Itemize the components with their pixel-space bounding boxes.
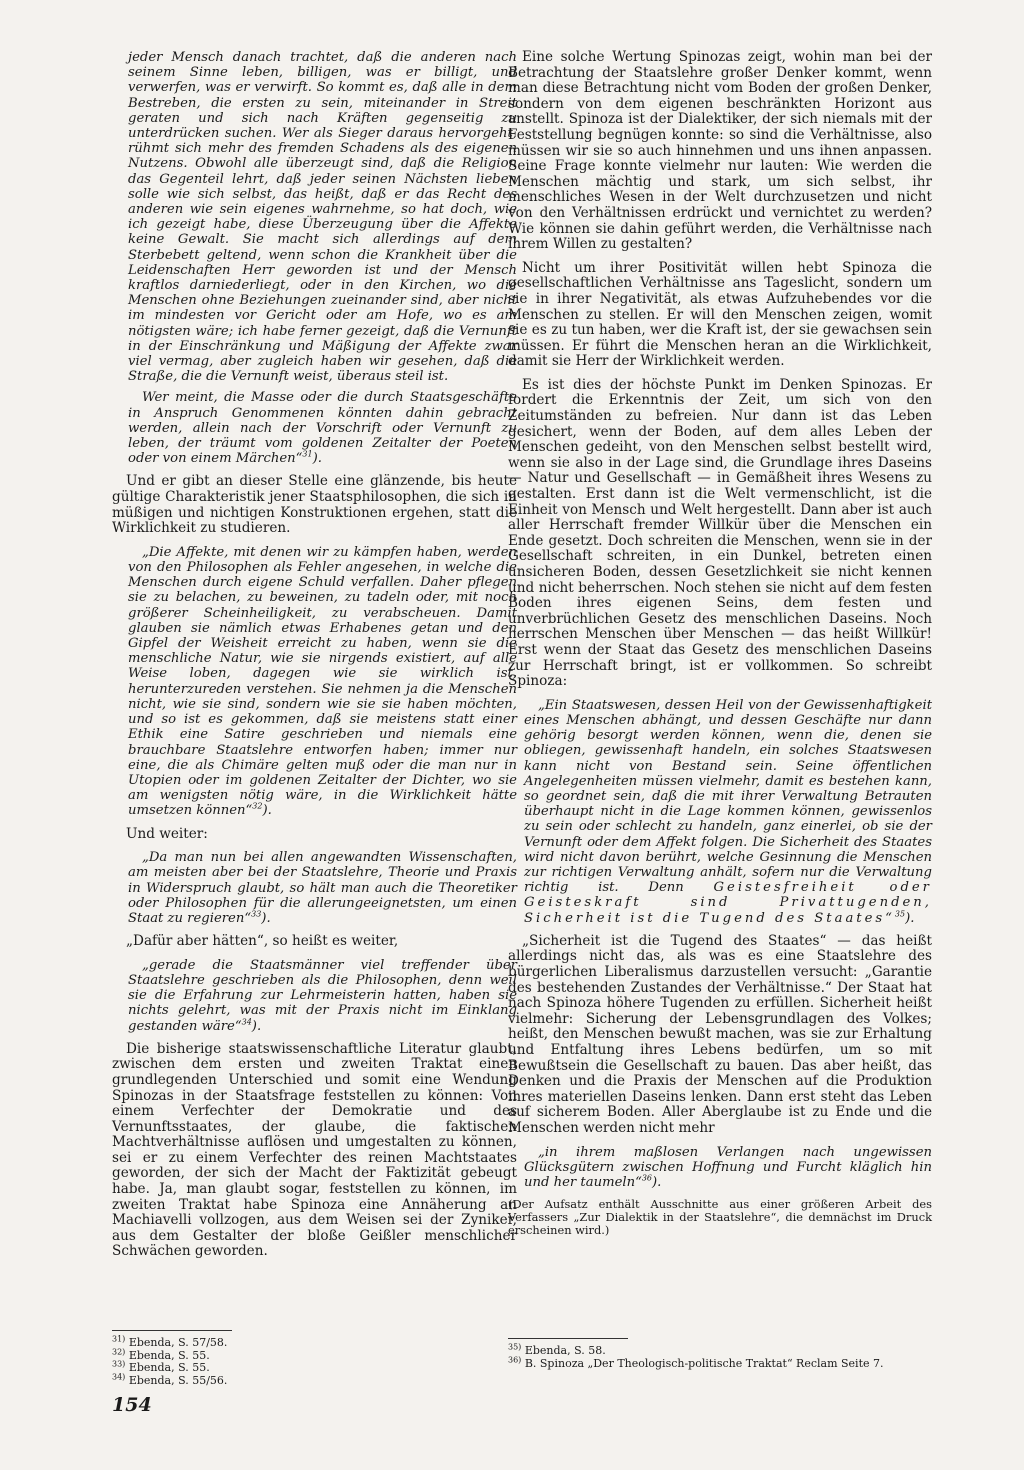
footnote-ref: 36 [641, 1173, 653, 1183]
footnote-ref: 33 [251, 909, 262, 919]
body-paragraph: Und er gibt an dieser Stelle eine glänzende, bis heute gültige Charakteristik jener Staatsphilosophen, die sich in müßigen und nichtigen Konstruktionen ergehen, statt die Wirklichkeit zu studieren. [112, 473, 517, 537]
footnote-divider [112, 1330, 232, 1331]
quote-paragraph: „gerade die Staatsmänner viel treffender über Staatslehre geschrieben als die Philosophen, denn weil sie die Erfahrung zur Lehrmeisterin hatten, haben sie nichts gelehrt, was mit der Praxis nicht im Einklang gestanden wäre“$^{34}$). [128, 957, 517, 1034]
quote-block [508, 698, 932, 926]
footnote: $^{33)}$ Ebenda, S. 55. [112, 1359, 210, 1375]
quote-block [508, 1145, 932, 1191]
footnote-ref: 34 [241, 1017, 252, 1027]
spaced-emphasis: Geistesfreiheit oder Geisteskraft sind Privattugenden, Sicherheit ist die Tugend des Staates“ [524, 880, 932, 926]
footnotes-right [508, 1342, 932, 1370]
editorial-note: (Der Aufsatz enthält Ausschnitte aus einer größeren Arbeit des Verfassers „Zur Dialektik in der Staatslehre“, die demnächst im Druck erscheinen wird.) [508, 1197, 932, 1238]
quote-block [112, 850, 517, 926]
footnote-ref: 31 [302, 449, 313, 459]
quote-paragraph: „Da man nun bei allen angewandten Wissenschaften, am meisten aber bei der Staatslehre, Theorie und Praxis in Widerspruch glaubt, so hält man auch die Theoretiker oder Philosophen für die allerungeeignetsten, um einen Staat zu regieren“$^{33}$). [128, 850, 517, 926]
body-paragraph: Und weiter: [126, 825, 208, 842]
body-paragraph: Eine solche Wertung Spinozas zeigt, wohin man bei der Betrachtung der Staatslehre großer Denker kommt, wenn man diese Betrachtung nicht vom Boden der großen Denker, sondern von dem eigenen beschränkten Horizont aus anstellt. Spinoza ist der Dialektiker, der sich niemals mit der Feststellung begnügen konnte: so sind die Verhältnisse, also müssen wir sie so auch hinnehmen und uns ihnen anpassen. Seine Frage konnte vielmehr nur lauten: Wie werden die Menschen mächtig und stark, um sich selbst, ihr menschliches Wesen in der Welt durchzusetzen und nicht von den Verhältnissen erdrückt und vernichtet zu werden? Wie können sie dahin geführt werden, die Verhältnisse nach ihrem Willen zu gestalten? [508, 49, 932, 253]
body-paragraph: Die bisherige staatswissenschaftliche Literatur glaubt, zwischen dem ersten und zweiten Traktat einen grundlegenden Unterschied und somit eine Wendung Spinozas in der Staatsfrage feststellen zu können: Von einem Verfechter der Demokratie und des Vernunftsstaates, der glaube, die faktischen Machtverhältnisse auflösen und umgestalten zu können, sei er zu einem Verfechter des reinen Machtstaates geworden, der sich der Macht der Faktizität gebeugt habe. Ja, man glaubt sogar, feststellen zu können, im zweiten Traktat habe Spinoza eine Annäherung an Machiavelli vollzogen, aus dem Weisen sei der Zyniker, aus dem Gestalter der bloße Geißler menschlicher Schwächen geworden. [112, 1040, 517, 1260]
body-paragraph: Nicht um ihrer Positivität willen hebt Spinoza die gesellschaftlichen Verhältnisse ans Tageslicht, sondern um sie in ihrer Negativität, als etwas Aufzuhebendes vor die Menschen zu stellen. Er will den Menschen zeigen, womit sie es zu tun haben, wer die Kraft ist, der sie gewachsen sein müssen. Er führt die Menschen heran an die Wirklichkeit, damit sie Herr der Wirklichkeit werden. [508, 259, 932, 370]
body-paragraph: Es ist dies der höchste Punkt im Denken Spinozas. Er fordert die Erkenntnis der Zeit, um sich von den Zeitumständen zu befreien. Nur dann ist das Leben gesichert, wenn der Boden, auf dem alles Leben der Menschen gedeiht, von den Menschen selbst bestellt wird, wenn sie also in der Lage sind, die Grundlage ihres Daseins — Natur und Gesellschaft — in Gemäßheit ihres Wesens zu gestalten. Erst dann ist die Welt vermenschlicht, ist die Einheit von Mensch und Welt hergestellt. Dann aber ist auch aller Herrschaft fremder Willkür über die Menschen ein Ende gesetzt. Doch schreiten die Menschen, wenn sie in der Gesellschaft schreiten, in ein Dunkel, betreten einen unsicheren Boden, dessen Gesetzlichkeit sie nicht kennen und nicht beherrschen. Noch stehen sie nicht auf dem festen Boden ihres eigenen Seins, dem festen und unverbrüchlichen Gesetz des menschlichen Daseins. Noch herrschen Menschen über Menschen — das heißt Willkür! Erst wenn der Staat das Gesetz des menschlichen Daseins zur Herrschaft bringt, ist er vollkommen. So schreibt Spinoza: [508, 376, 932, 690]
footnote: $^{35)}$ Ebenda, S. 58. [508, 1342, 606, 1357]
body-paragraph: „Dafür aber hätten“, so heißt es weiter, [126, 933, 399, 950]
footnote: $^{31)}$ Ebenda, S. 57/58. [112, 1334, 228, 1349]
quote-block [112, 50, 517, 466]
quote-paragraph: „in ihrem maßlosen Verlangen nach ungewissen Glücksgütern zwischen Hoffnung und Furcht kläglich hin und her taumeln“$^{36}$). [524, 1144, 932, 1190]
quote-paragraph: „Die Affekte, mit denen wir zu kämpfen haben, werden von den Philosophen als Fehler angesehen, in welche die Menschen durch eigene Schuld verfallen. Daher pflegen sie zu belachen, zu beweinen, zu tadeln oder, mit noch größerer Scheinheiligkeit, zu verabscheuen. Damit glauben sie nämlich etwas Erhabenes getan und den Gipfel der Weisheit erreicht zu haben, wenn sie die menschliche Natur, wie sie nirgends existiert, auf alle Weise loben, dagegen wie sie wirklich ist, herunterzureden verstehen. Sie nehmen ja die Menschen nicht, wie sie sind, sondern wie sie sie haben möchten, und so ist es gekommen, daß sie meistens statt einer Ethik eine Satire geschrieben und niemals eine brauchbare Staatslehre entworfen haben; immer nur eine, die als Chimäre gelten muß oder die man nur in Utopien oder im goldenen Zeitalter der Dichter, wo sie am wenigsten nötig wäre, in die Wirklichkeit hätte umsetzen können“$^{32}$). [128, 544, 517, 819]
quote-paragraph: jeder Mensch danach trachtet, daß die anderen nach seinem Sinne leben, billigen, was er billigt, und verwerfen, was er verwirft. So kommt es, daß alle in dem Bestreben, die ersten zu sein, miteinander in Streit geraten und sich nach Kräften gegenseitig zu unterdrücken suchen. Wer als Sieger daraus hervorgeht, rühmt sich mehr des fremden Schadens als des eigenen Nutzens. Obwohl alle überzeugt sind, daß die Religion das Gegenteil lehrt, daß jeder seinen Nächsten lieben solle wie sich selbst, das heißt, daß er das Recht des anderen wie sein eigenes wahrnehme, so hat doch, wie ich gezeigt habe, diese Überzeugung über die Affekte keine Gewalt. Sie macht sich allerdings auf dem Sterbebett geltend, wenn schon die Krankheit über die Leidenschaften Herr geworden ist und der Mensch kraftlos darniederliegt, oder in den Kirchen, wo die Menschen ohne Beziehungen zueinander sind, aber nicht im mindesten vor Gericht oder am Hofe, wo es am nötigsten wäre; ich habe ferner gezeigt, daß die Vernunft in der Einschränkung und Mäßigung der Affekte zwar viel vermag, aber zugleich haben wir gesehen, daß die Straße, die die Vernunft weist, überaus steil ist. [128, 50, 517, 385]
footnote: $^{36)}$ B. Spinoza „Der Theologisch-politische Traktat“ Reclam Seite 7. [508, 1354, 884, 1370]
footnote-ref: 35 [894, 909, 906, 919]
footnote: $^{34)}$ Ebenda, S. 55/56. [112, 1372, 228, 1387]
footnote: $^{32)}$ Ebenda, S. 55. [112, 1346, 210, 1362]
footnotes-left [112, 1334, 412, 1387]
right-column [508, 50, 932, 1245]
page-number: 154 [112, 1394, 152, 1416]
quote-block [112, 545, 517, 819]
left-column [112, 50, 517, 1268]
quote-paragraph: Wer meint, die Masse oder die durch Staatsgeschäfte in Anspruch Genommenen könnten dahin gebracht werden, allein nach der Vorschrift oder Vernunft zu leben, der träumt vom goldenen Zeitalter der Poeten oder von einem Märchen“$^{31}$). [128, 390, 517, 467]
footnote-ref: 32 [252, 801, 263, 811]
footnote-divider [508, 1338, 628, 1339]
quote-paragraph: „Ein Staatswesen, dessen Heil von der Gewissenhaftigkeit eines Menschen abhängt, und dessen Geschäfte nur dann gehörig besorgt werden können, wenn die, denen sie obliegen, gewissenhaft handeln, ein solches Staatswesen kann nicht von Bestand sein. Seine öffentlichen Angelegenheiten müssen vielmehr, damit es bestehen kann, so geordnet sein, daß die mit ihrer Verwaltung Betrauten überhaupt nicht in die Lage kommen können, gewissenlos zu sein oder schlecht zu handeln, ganz einerlei, ob sie der Vernunft oder dem Affekt folgen. Die Sicherheit des Staates wird nicht davon berührt, welche Gesinnung die Menschen zur richtigen Verwaltung anhält, sofern nur die Verwaltung richtig ist. Denn Geistesfreiheit oder Geisteskraft sind Privattugenden, Sicherheit ist die Tugend des Staates“$^{35}$). [524, 697, 932, 926]
quote-block [112, 958, 517, 1034]
body-paragraph: „Sicherheit ist die Tugend des Staates“ — das heißt allerdings nicht das, als was es eine Staatslehre des bürgerlichen Liberalismus darzustellen versucht: „Garantie des bestehenden Zustandes der Verhältnisse.“ Der Staat hat nach Spinoza höhere Tugenden zu erfüllen. Sicherheit heißt vielmehr: Sicherung der Lebensgrundlagen des Volkes; heißt, den Menschen bewußt machen, was sie zur Erhaltung und Entfaltung ihres Lebens bedürfen, um so mit Bewußtsein die Gesellschaft zu bauen. Das aber heißt, das Denken und die Praxis der Menschen auf die Produktion ihres materiellen Daseins lenken. Dann erst steht das Leben auf sicherem Boden. Aller Aberglaube ist zu Ende und die Menschen werden nicht mehr [508, 932, 932, 1136]
